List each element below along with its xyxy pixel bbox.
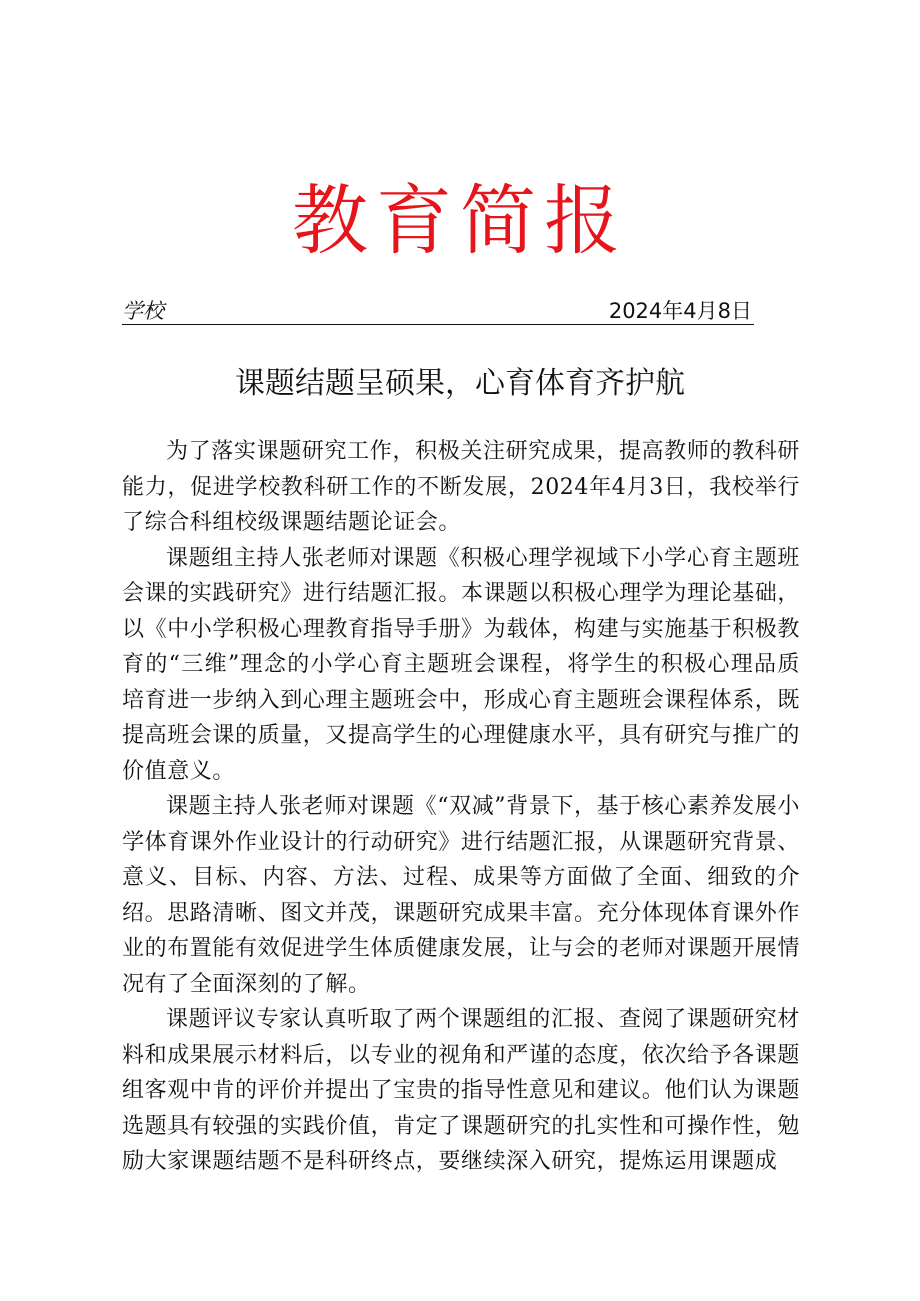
article-paragraph-1: 为了落实课题研究工作，积极关注研究成果，提高教师的教科研能力，促进学校教科研工作的不断发展，2024年4月3日，我校举行了综合科组校级课题结题论证会。 <box>122 439 800 535</box>
article-paragraph-4: 课题评议专家认真听取了两个课题组的汇报、查阅了课题研究材料和成果展示材料后，以专业的视角和严谨的态度，依次给予各课题组客观中肯的评价并提出了宝贵的指导性意见和建议。他们认为课题选题具有较强的实践价值，肯定了课题研究的扎实性和可操作性，勉励大家课题结题不是科研终点，要继续深入研究，提炼运用课题成 <box>122 1007 801 1174</box>
article-body <box>122 434 800 1180</box>
article-paragraph-2: 课题组主持人张老师对课题《积极心理学视域下小学心育主题班会课的实践研究》进行结题汇报。本课题以积极心理学为理论基础，以《中小学积极心理教育指导手册》为载体，构建与实施基于积极教育的“三维”理念的小学心育主题班会课程，将学生的积极心理品质培育进一步纳入到心理主题班会中，形成心育主题班会课程体系，既提高班会课的质量，又提高学生的心理健康水平，具有研究与推广的价值意义。 <box>122 545 801 784</box>
school-label: 学校 <box>122 299 164 323</box>
article-headline: 课题结题呈硕果，心育体育齐护航 <box>235 366 685 401</box>
newsletter-masthead-title: 教育简报 <box>292 176 628 265</box>
issue-date: 2024年4月8日 <box>608 299 752 323</box>
meta-line <box>122 298 754 325</box>
article-paragraph-3: 课题主持人张老师对课题《“双减”背景下，基于核心素养发展小学体育课外作业设计的行动研究》进行结题汇报，从课题研究背景、意义、目标、内容、方法、过程、成果等方面做了全面、细致的介绍。思路清晰、图文并茂，课题研究成果丰富。充分体现体育课外作业的布置能有效促进学生体质健康发展，让与会的老师对课题开展情况有了全面深刻的了解。 <box>122 794 801 997</box>
